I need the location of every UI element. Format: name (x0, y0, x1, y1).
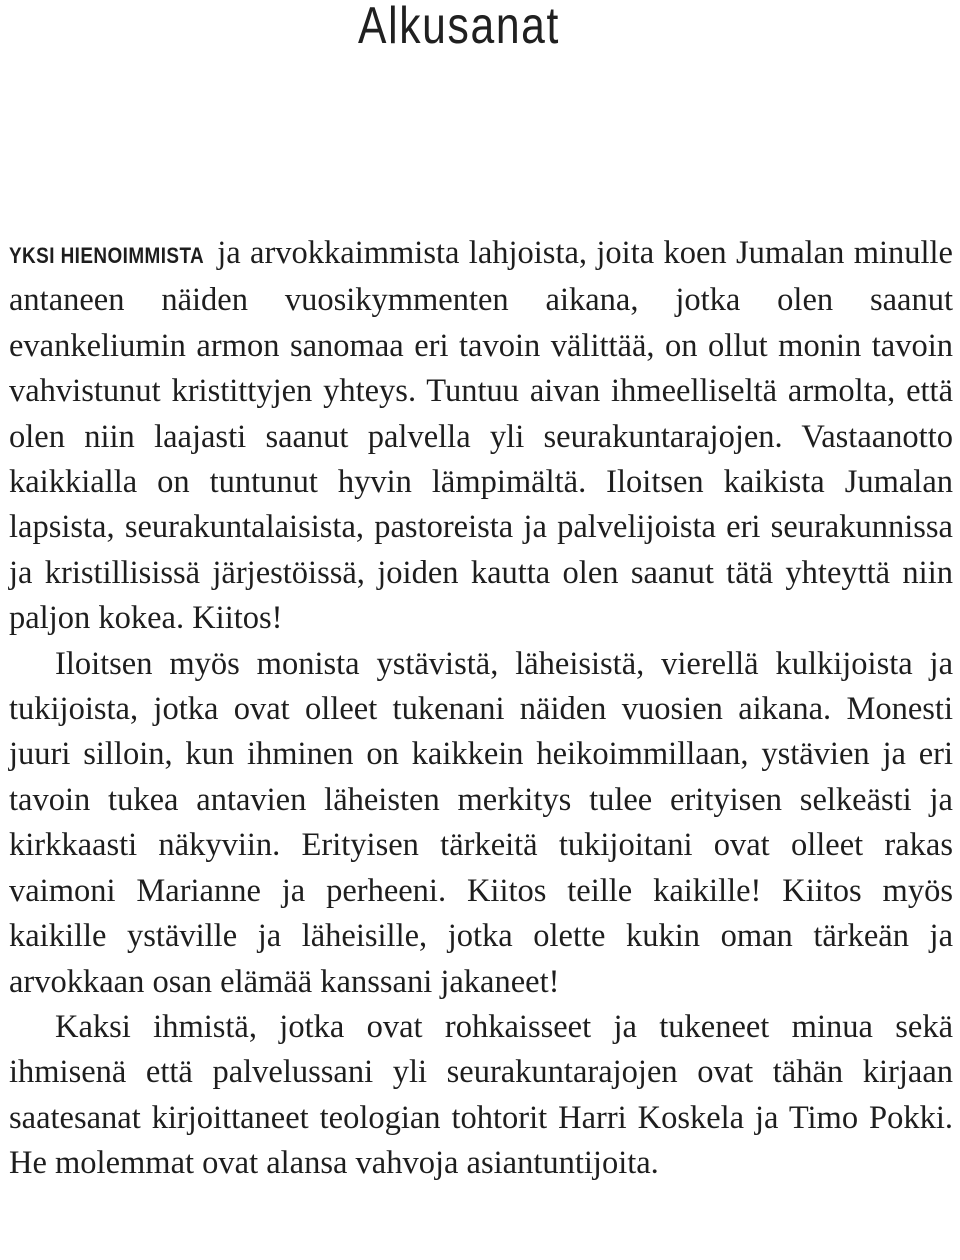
paragraph-3: Kaksi ihmistä, jotka ovat rohkaisseet ja tukeneet minua sekä ihmisenä että palvelussani yli seurakuntarajojen ovat tähän kirjaan saatesanat kirjoittaneet teologian tohtorit Harri Koskela ja Timo Pokki. He molemmat ovat alansa vahvoja asiantuntijoita. (9, 1008, 953, 1182)
run-in-heading: YKSI HIENOIMMISTA (9, 243, 205, 268)
paragraph-2: Iloitsen myös monista ystävistä, läheisistä, vierellä kulkijoista ja tukijoista, jotka ovat olleet tukenani näiden vuosien aikana. Monesti juuri silloin, kun ihminen on kaikkein heikoimmillaan, ystävien ja eri tavoin tukea antavien läheisten merkitys tulee erityisen selkeästi ja kirkkaasti näkyviin. Erityisen tärkeitä tukijoitani ovat olleet rakas vaimoni Marianne ja perheeni. Kiitos teille kaikille! Kiitos myös kaikille ystäville ja läheisille, jotka olette kukin oman tärkeän ja arvokkaan osan elämää kanssani jakaneet! (9, 645, 953, 1000)
paragraph-1-text: ja arvokkaimmista lahjoista, joita koen Jumalan minulle antaneen näiden vuosikymmenten aikana, jotka olen saanut evankeliumin armon sanomaa eri tavoin välittää, on ollut monin tavoin vahvistunut kristittyjen yhteys. Tuntuu aivan ihmeelliseltä armolta, että olen niin laajasti saanut palvella yli seurakuntarajojen. Vastaanotto kaikkialla on tuntunut hyvin lämpimältä. Iloitsen kaikista Jumalan lapsista, seurakuntalaisista, pastoreista ja palvelijoista eri seurakunnissa ja kristillisissä järjestöissä, joiden kautta olen saanut tätä yhteyttä niin paljon kokea. Kiitos! (9, 235, 953, 637)
page-title (0, 0, 960, 60)
body-text (9, 231, 953, 1187)
page-title-text: Alkusanat (358, 0, 561, 55)
paragraph-1 (9, 231, 953, 642)
